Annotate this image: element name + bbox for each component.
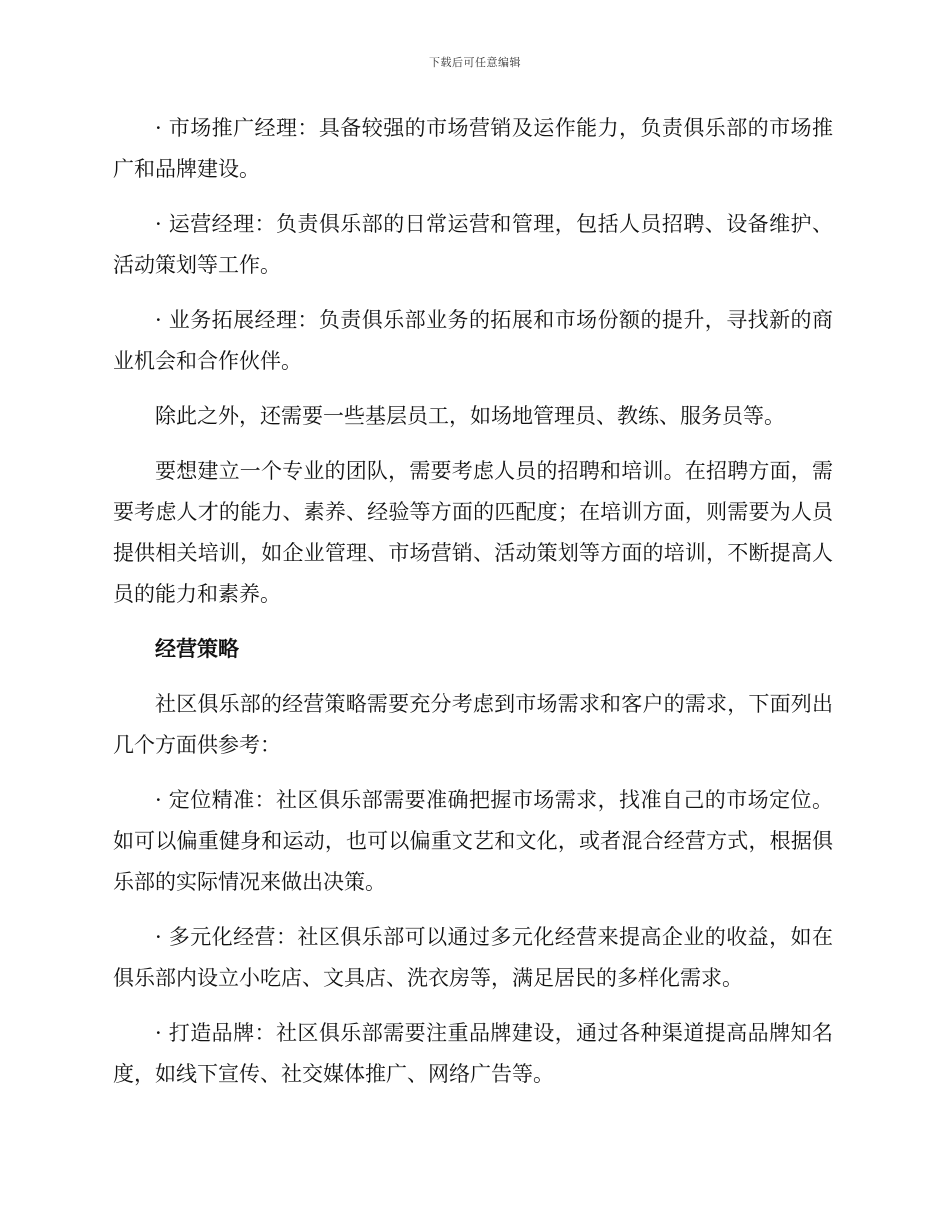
header-note: 下载后可任意编辑 xyxy=(429,56,521,69)
paragraph-diversified-operation: · 多元化经营：社区俱乐部可以通过多元化经营来提高企业的收益，如在俱乐部内设立小吃店、文具店、洗衣房等，满足居民的多样化需求。 xyxy=(113,925,833,990)
paragraph-business-development-manager: · 业务拓展经理：负责俱乐部业务的拓展和市场份额的提升，寻找新的商业机会和合作伙伴。 xyxy=(113,308,833,373)
document-body xyxy=(113,108,833,1095)
paragraph-strategy-intro: 社区俱乐部的经营策略需要充分考虑到市场需求和客户的需求，下面列出几个方面供参考： xyxy=(113,692,833,757)
paragraph-operations-manager: · 运营经理：负责俱乐部的日常运营和管理，包括人员招聘、设备维护、活动策划等工作。 xyxy=(113,212,833,277)
paragraph-precise-positioning: · 定位精准：社区俱乐部需要准确把握市场需求，找准自己的市场定位。如可以偏重健身和运动，也可以偏重文艺和文化，或者混合经营方式，根据俱乐部的实际情况来做出决策。 xyxy=(113,788,833,894)
paragraph-marketing-manager: · 市场推广经理：具备较强的市场营销及运作能力，负责俱乐部的市场推广和品牌建设。 xyxy=(113,116,833,181)
paragraph-brand-building: · 打造品牌：社区俱乐部需要注重品牌建设，通过各种渠道提高品牌知名度，如线下宣传、社交媒体推广、网络广告等。 xyxy=(113,1021,833,1086)
paragraph-basic-staff: 除此之外，还需要一些基层员工，如场地管理员、教练、服务员等。 xyxy=(155,404,785,428)
section-heading-strategy: 经营策略 xyxy=(155,637,239,661)
paragraph-team-recruitment-training: 要想建立一个专业的团队，需要考虑人员的招聘和培训。在招聘方面，需要考虑人才的能力、素养、经验等方面的匹配度；在培训方面，则需要为人员提供相关培训，如企业管理、市场营销、活动策划等方面的培训，不断提高人员的能力和素养。 xyxy=(113,459,833,606)
